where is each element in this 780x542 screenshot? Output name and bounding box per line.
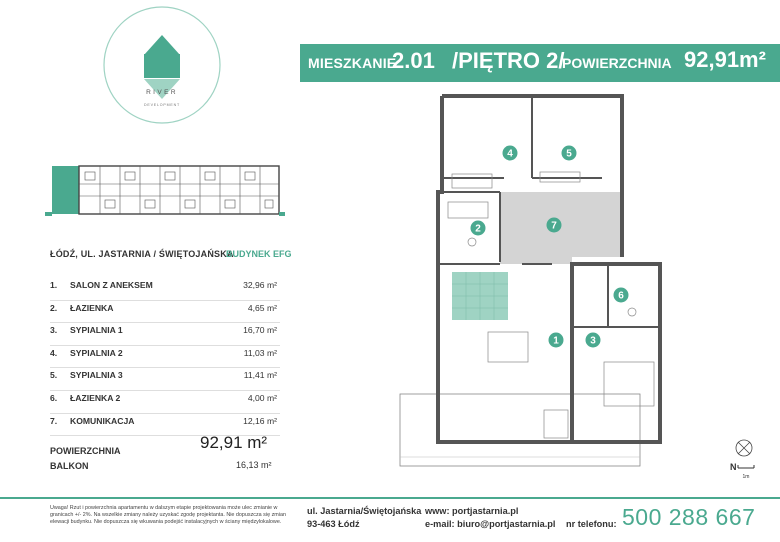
room-row bbox=[50, 323, 280, 346]
room-name: ŁAZIENKA 2 bbox=[70, 392, 121, 403]
footer-divider bbox=[0, 497, 780, 499]
logo-subtitle: DEVELOPMENT bbox=[144, 103, 180, 107]
room-marker-label: 2 bbox=[475, 223, 481, 235]
room-marker bbox=[562, 146, 577, 161]
apartment-number: 2.01 bbox=[392, 48, 435, 73]
room-number: 4. bbox=[50, 347, 58, 358]
room-number: 6. bbox=[50, 392, 58, 403]
room-marker-label: 7 bbox=[551, 220, 557, 232]
room-area: 32,96 m² bbox=[243, 280, 277, 290]
room-area: 12,16 m² bbox=[243, 415, 277, 426]
balcony-label: BALKON bbox=[50, 461, 89, 471]
phone-number[interactable]: 500 288 667 bbox=[622, 504, 756, 530]
river-development-logo bbox=[97, 5, 227, 125]
total-area-value: 92,91 m² bbox=[200, 433, 268, 452]
room-marker bbox=[547, 218, 562, 233]
room-marker-label: 3 bbox=[590, 335, 596, 347]
website-link[interactable]: www: portjastarnia.pl bbox=[425, 506, 519, 516]
room-area: 11,03 m² bbox=[243, 347, 277, 358]
apartment-label: MIESZKANIE bbox=[308, 55, 397, 71]
room-row bbox=[50, 346, 280, 369]
scale-label: 1m bbox=[742, 474, 750, 480]
room-name: SYPIALNIA 1 bbox=[70, 325, 123, 336]
phone-label: nr telefonu: bbox=[566, 519, 617, 529]
postal-address: 93-463 Łódź bbox=[307, 519, 360, 529]
room-row bbox=[50, 391, 280, 414]
area-value: 92,91m² bbox=[684, 47, 766, 72]
room-marker-label: 1 bbox=[553, 335, 559, 347]
room-marker bbox=[503, 146, 518, 161]
email-link[interactable]: e-mail: biuro@portjastarnia.pl bbox=[425, 519, 556, 529]
room-name: KOMUNIKACJA bbox=[70, 415, 135, 426]
room-name: SALON Z ANEKSEM bbox=[70, 280, 153, 290]
north-letter: N bbox=[730, 462, 737, 472]
room-name: SYPIALNIA 3 bbox=[70, 370, 123, 381]
rooms-list bbox=[50, 278, 280, 436]
building-key-plan bbox=[45, 160, 285, 222]
room-marker bbox=[586, 333, 601, 348]
room-area: 11,41 m² bbox=[243, 370, 277, 381]
apartment-header-banner bbox=[300, 44, 780, 82]
room-row bbox=[50, 301, 280, 324]
building-label: BUDYNEK EFG bbox=[226, 249, 292, 259]
room-marker bbox=[614, 288, 629, 303]
floor-label: /PIĘTRO 2/ bbox=[452, 48, 565, 73]
room-marker-label: 5 bbox=[566, 148, 572, 160]
north-arrow-icon bbox=[726, 438, 756, 484]
logo-name: RIVER bbox=[146, 89, 178, 96]
room-number: 2. bbox=[50, 302, 58, 313]
address: ŁÓDŹ, UL. JASTARNIA / ŚWIĘTOJAŃSKA bbox=[50, 249, 234, 259]
room-row bbox=[50, 278, 280, 301]
room-row bbox=[50, 368, 280, 391]
room-marker bbox=[471, 221, 486, 236]
room-marker-label: 6 bbox=[618, 290, 624, 302]
room-area: 4,00 m² bbox=[247, 392, 277, 403]
disclaimer-note: Uwaga! Rzut i powierzchnia apartamentu w dalszym etapie projektowania może ulec zmianie w granicach +/- 2%. Na wszelkie zmiany należy uzyskać zgodę projektanta. Nie dopuszcza się zmian elewacji budynku. Nie dopuszcza się wkuwania podejść instalacyjnych w ściany międzylokalowe. bbox=[50, 505, 286, 525]
room-name: ŁAZIENKA bbox=[70, 302, 114, 313]
balcony-value: 16,13 m² bbox=[236, 460, 272, 470]
room-name: SYPIALNIA 2 bbox=[70, 347, 123, 358]
area-label: POWIERZCHNIA bbox=[562, 55, 672, 71]
room-number: 7. bbox=[50, 415, 58, 426]
apartment-floor-plan bbox=[392, 92, 692, 474]
room-number: 3. bbox=[50, 325, 58, 336]
room-marker bbox=[549, 333, 564, 348]
street-address: ul. Jastarnia/Świętojańska bbox=[307, 506, 422, 516]
room-area: 16,70 m² bbox=[243, 325, 277, 336]
room-area: 4,65 m² bbox=[247, 302, 277, 313]
room-marker-label: 4 bbox=[507, 148, 513, 160]
total-area-label: POWIERZCHNIA bbox=[50, 446, 121, 456]
room-number: 1. bbox=[50, 280, 58, 290]
room-number: 5. bbox=[50, 370, 58, 381]
